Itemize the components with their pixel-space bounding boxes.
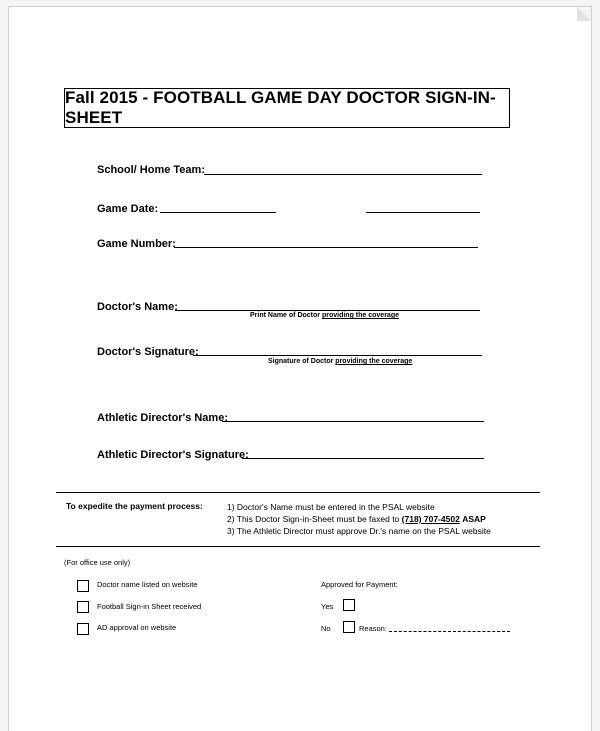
form-title: Fall 2015 - FOOTBALL GAME DAY DOCTOR SIGN-IN-SHEET (64, 88, 510, 128)
sheet-received-checkbox[interactable] (77, 601, 89, 613)
payment-item-1: 1) Doctor's Name must be entered in the PSAL website (227, 502, 435, 512)
caption-coverage: providing the coverage (335, 358, 413, 365)
approved-for-payment-label: Approved for Payment: (321, 580, 398, 589)
doctor-signature-field[interactable] (193, 355, 482, 356)
ad-approval-checkbox[interactable] (77, 623, 89, 635)
doctor-name-field[interactable] (175, 310, 480, 311)
game-date-gap (276, 211, 366, 213)
divider-bottom (56, 546, 540, 547)
no-label: No (321, 624, 331, 633)
ad-name-field[interactable] (222, 421, 484, 422)
caption-prefix: Signature of Doctor (268, 358, 334, 365)
reason-label: Reason: (359, 624, 387, 633)
payment-instructions (227, 501, 491, 537)
payment-item-2 (227, 513, 491, 525)
caption-prefix: Print Name of Doctor (250, 312, 321, 319)
asap-text: ASAP (462, 514, 486, 524)
payment-label: To expedite the payment process: (66, 501, 203, 511)
doctor-listed-label: Doctor name listed on website (97, 580, 198, 589)
office-use-note: (For office use only) (64, 558, 131, 567)
ad-approval-label: AD approval on website (97, 623, 177, 632)
ad-signature-label: Athletic Director's Signature: (97, 449, 249, 461)
payment-item-2-text: 2) This Doctor Sign-in-Sheet must be faxed to (227, 514, 400, 524)
doctor-name-label: Doctor's Name: (97, 301, 178, 313)
doctor-name-caption (250, 312, 399, 319)
game-number-label: Game Number: (97, 238, 176, 250)
divider-top (56, 492, 540, 493)
doctor-signature-caption (268, 358, 412, 365)
ad-signature-field[interactable] (242, 458, 484, 459)
yes-checkbox[interactable] (343, 599, 355, 611)
payment-item-3: 3) The Athletic Director must approve Dr.'s name on the PSAL website (227, 526, 491, 536)
school-label: School/ Home Team: (97, 164, 205, 176)
no-checkbox[interactable] (343, 621, 355, 633)
ad-name-label: Athletic Director's Name: (97, 412, 228, 424)
game-number-field[interactable] (174, 247, 478, 248)
doctor-listed-checkbox[interactable] (77, 580, 89, 592)
game-date-label: Game Date: (97, 203, 159, 215)
reason-field[interactable] (389, 631, 510, 632)
school-field[interactable] (204, 174, 482, 175)
doctor-signature-label: Doctor's Signature: (97, 346, 199, 358)
caption-coverage: providing the coverage (321, 312, 399, 319)
sheet-received-label: Football Sign-in Sheet received (97, 602, 202, 611)
yes-label: Yes (321, 602, 334, 611)
fax-number: (718) 707-4502 (401, 514, 460, 524)
page-corner-fold (577, 7, 591, 21)
